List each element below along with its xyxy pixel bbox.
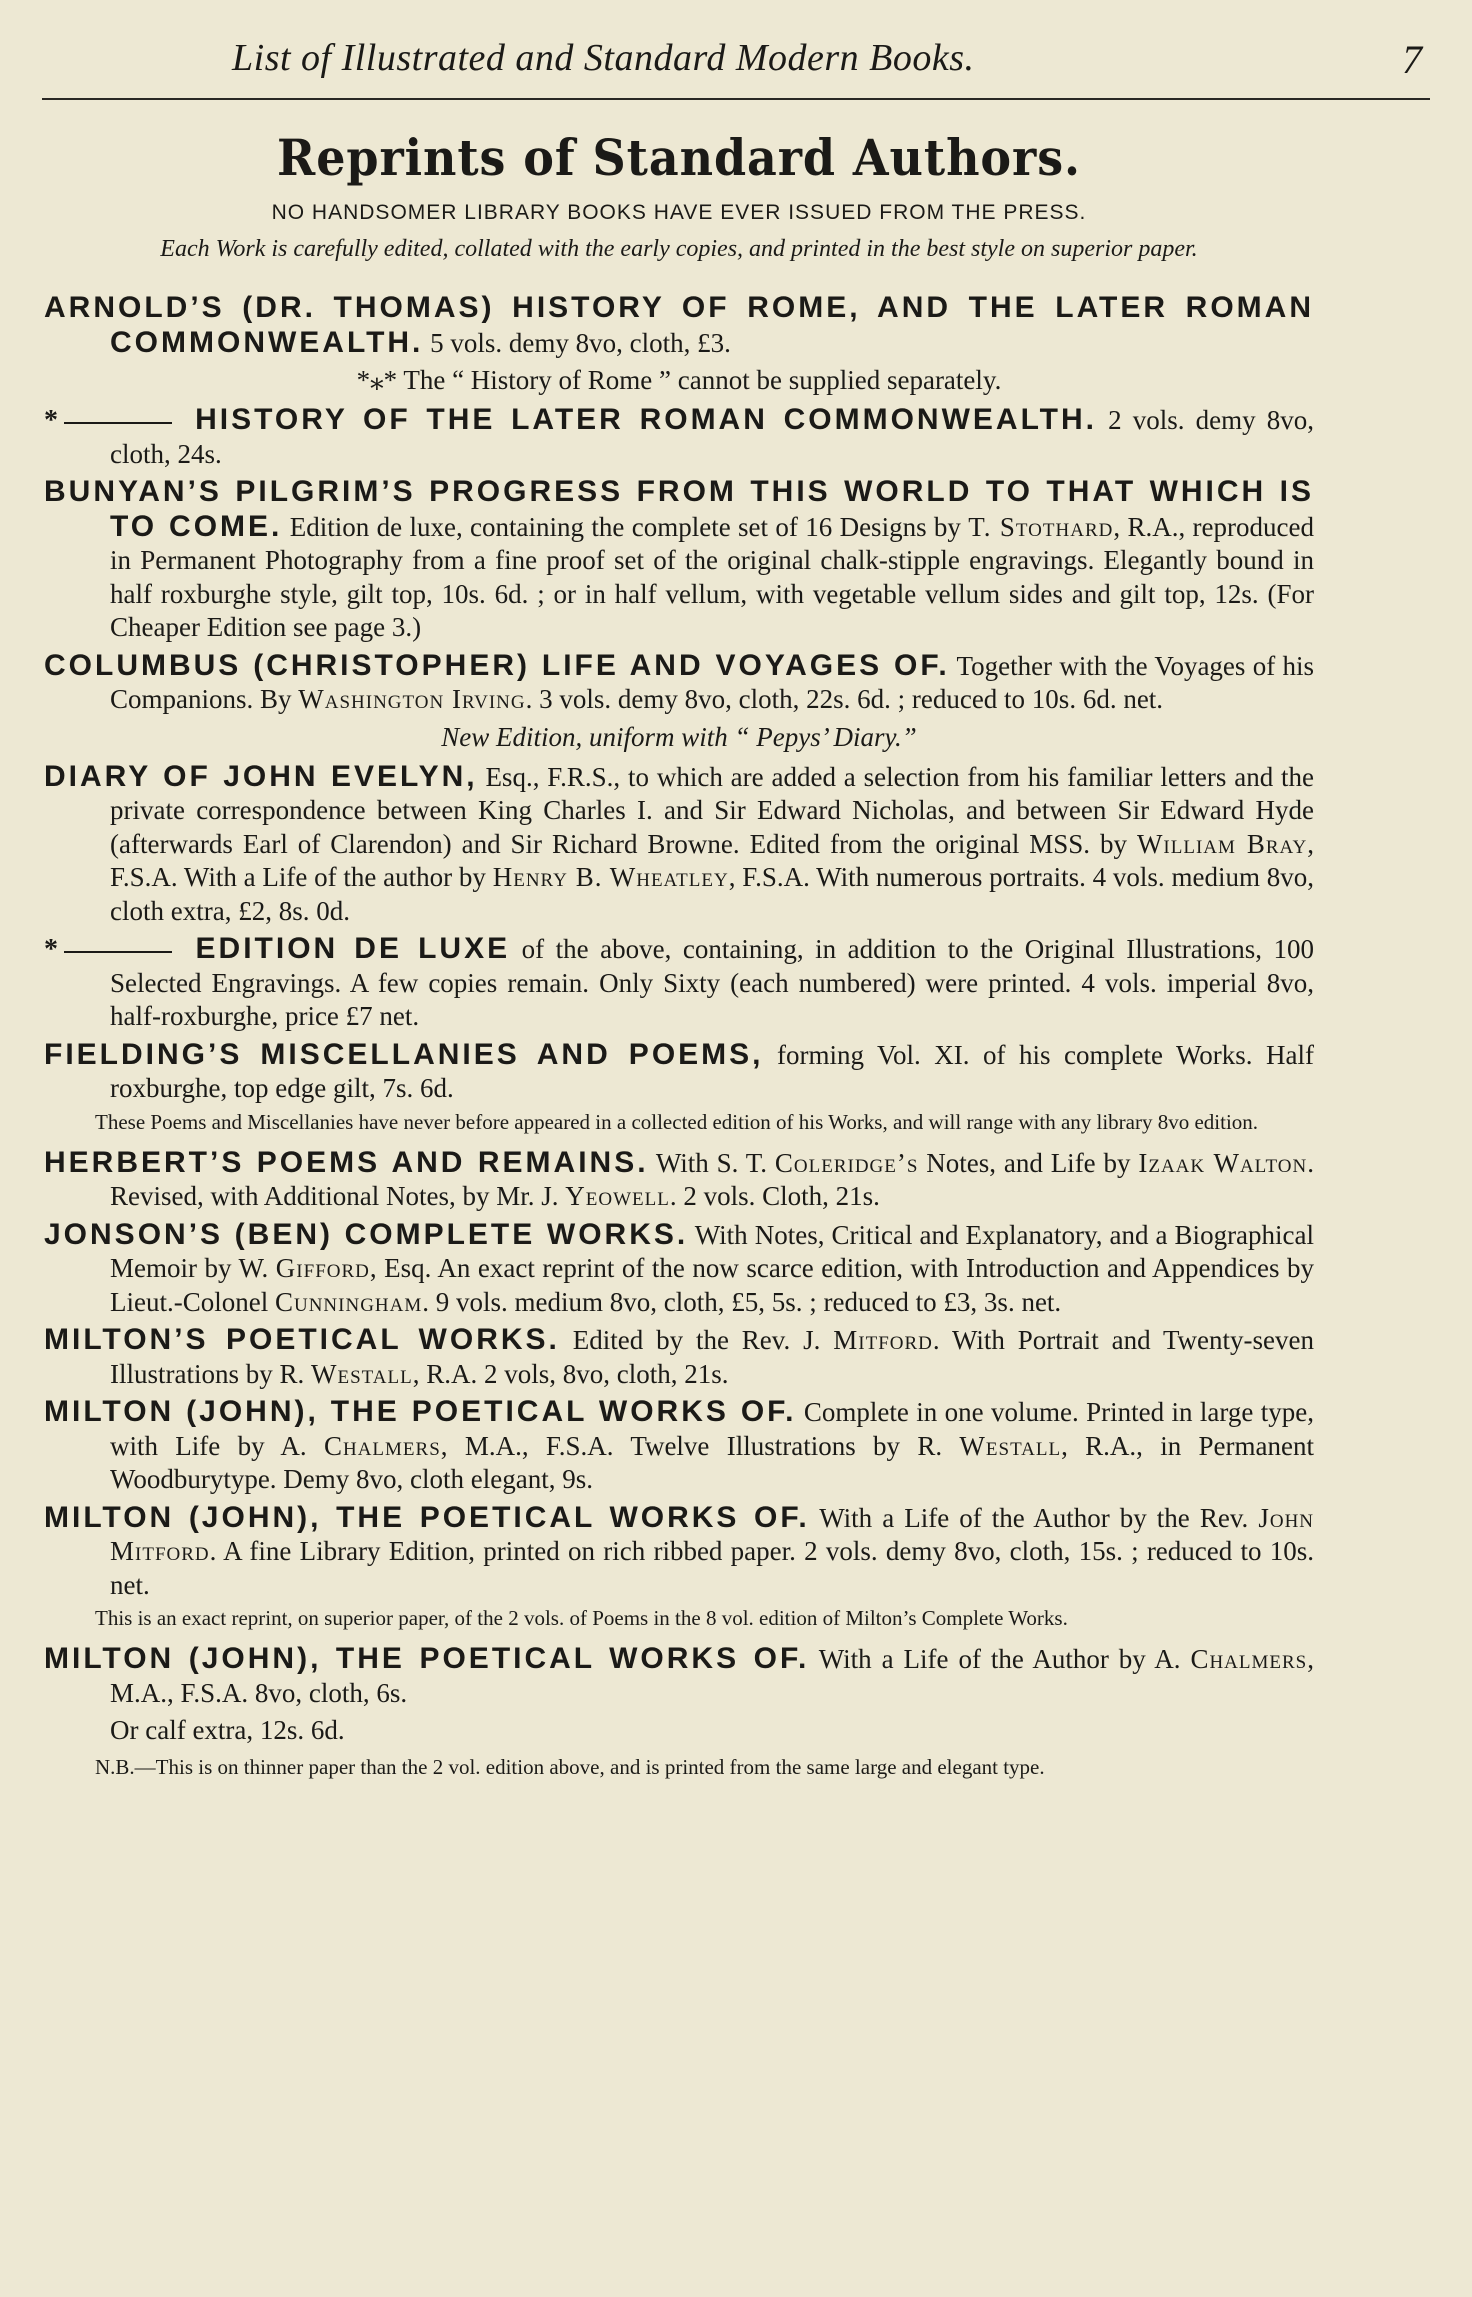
entry-heading: MILTON (JOHN), THE POETICAL WORKS OF.	[44, 1500, 810, 1534]
author-name: Westall	[959, 1430, 1062, 1461]
entry-heading: COLUMBUS (CHRISTOPHER) LIFE AND VOYAGES OF.	[44, 648, 950, 682]
author-name: John Mitford	[110, 1502, 1315, 1566]
entry-subheading: Esq., F.R.S.,	[485, 761, 621, 792]
author-name: Chalmers	[323, 1430, 441, 1461]
running-title: List of Illustrated and Standard Modern Books.	[232, 37, 975, 79]
entry-body: With a Life of the Author by the Rev.	[819, 1502, 1249, 1533]
entry-heading: HERBERT’S POEMS AND REMAINS.	[44, 1145, 649, 1179]
author-name: William Bray	[1136, 828, 1308, 859]
author-name: Yeowell	[565, 1181, 670, 1211]
entry-milton-4	[44, 1642, 1314, 1710]
entry-body: of the above, containing, in addition to the Original Illustrations, 100 Selected Engravings. A few copies remain. Only Sixty (each numbered) were printed. 4 vols. imperial 8vo, half-roxburghe, price £7 net.	[110, 934, 1315, 1031]
entry-evelyn	[44, 760, 1314, 929]
entry-heading: MILTON (JOHN), THE POETICAL WORKS OF.	[44, 1642, 810, 1675]
page-header	[42, 28, 1430, 100]
edition-note: New Edition, uniform with “ Pepys’ Diary.”	[441, 721, 917, 752]
entry-body: to which are added a selection from his familiar letters and the private correspondence between King Charles I. and Sir Edward Nicholas, and between Sir Edward Hyde (afterwards Earl of Clarendon) and Sir Richard Browne. Edited from the original MSS. by	[110, 761, 1315, 859]
entry-body: , R.A., in Permanent Woodburytype. Demy 8vo, cloth elegant, 9s.	[110, 1430, 1315, 1494]
entry-body: With S. T.	[655, 1147, 768, 1178]
entry-body: . A fine Library Edition, printed on rich ribbed paper. 2 vols. demy 8vo, cloth, 15s. ; reduced to 10s. net.	[110, 1536, 1314, 1600]
entry-arnold	[44, 291, 1314, 360]
entry-body: . With Portrait and Twenty-seven Illustrations by R.	[110, 1325, 1315, 1389]
entry-note: *⁎* The “ History of Rome ” cannot be supplied separately.	[356, 365, 1002, 395]
page-content	[44, 128, 1314, 1791]
asterisk-mark: *	[44, 934, 58, 965]
entry-body: Together with the Voyages of his Companions. By	[110, 650, 1315, 714]
author-name: T. Stothard	[968, 511, 1114, 542]
entry-jonson	[44, 1218, 1314, 1320]
entry-heading: DIARY OF JOHN EVELYN,	[44, 759, 478, 793]
entry-herbert	[44, 1146, 1314, 1214]
entry-footnote: These Poems and Miscellanies have never before appeared in a collected edition of his Works, and will range with any library 8vo edition.	[95, 1109, 1259, 1134]
entry-milton-3	[44, 1501, 1314, 1603]
entry-footnote: This is an exact reprint, on superior paper, of the 2 vols. of Poems in the 8 vol. edition of Milton’s Complete Works.	[95, 1606, 1068, 1630]
entry-body: , Esq. An exact reprint of the now scarce edition, with Introduction and Appendices by Lieut.-Colonel	[110, 1253, 1314, 1317]
entry-heading: HISTORY OF THE LATER ROMAN COMMONWEALTH.	[195, 403, 1097, 436]
entry-milton-2	[44, 1395, 1314, 1497]
entry-body: , R.A., reproduced in Permanent Photography from a fine proof set of the original chalk-stipple engravings. Elegantly bound in half roxburghe style, gilt top, 10s. 6d. ; or in half vellum, with vegetable vellum sides and gilt top, 12s. (For Cheaper Edition see page 3.)	[110, 511, 1314, 642]
entry-body: With Notes, Critical and Explanatory, and a Biographical Memoir by W.	[110, 1219, 1315, 1283]
section-italic-note: Each Work is carefully edited, collated with the early copies, and printed in the best style on superior paper.	[160, 236, 1198, 262]
entry-footnote: N.B.—This is on thinner paper than the 2 vol. edition above, and is printed from the same large and elegant type.	[95, 1755, 1045, 1779]
entry-later-roman	[44, 403, 1314, 471]
entry-body: , R.A. 2 vols, 8vo, cloth, 21s.	[412, 1358, 729, 1389]
author-name: Cunningham	[274, 1286, 423, 1317]
author-name: Chalmers	[1190, 1644, 1308, 1674]
entry-body: , M.A., F.S.A. Twelve Illustrations by R.	[440, 1430, 943, 1461]
entry-body: forming Vol. XI. of his complete Works. Half roxburghe, top edge gilt, 7s. 6d.	[110, 1039, 1314, 1103]
asterisk-mark: *	[44, 405, 58, 436]
entry-heading: BUNYAN’S PILGRIM’S PROGRESS FROM THIS WORLD TO THAT WHICH IS TO COME.	[44, 475, 1314, 543]
author-name: Gifford	[275, 1253, 370, 1283]
entry-body: , F.S.A. With numerous portraits. 4 vols. medium 8vo, cloth extra, £2, 8s. 0d.	[110, 862, 1314, 926]
section-heading: Reprints of Standard Authors.	[277, 128, 1081, 187]
ditto-dash	[64, 422, 172, 424]
entry-body: . Revised, with Additional Notes, by Mr. J.	[110, 1147, 1314, 1211]
entry-bunyan	[44, 475, 1314, 645]
entry-body: With a Life of the Author by A.	[818, 1644, 1181, 1674]
entry-body: , F.S.A. With a Life of the author by	[110, 828, 1314, 892]
ditto-dash	[64, 951, 172, 953]
author-name: Mitford	[833, 1325, 933, 1355]
entry-heading: JONSON’S (BEN) COMPLETE WORKS.	[44, 1217, 689, 1251]
entry-heading: FIELDING’S MISCELLANIES AND POEMS,	[44, 1037, 764, 1071]
entry-body: 5 vols. demy 8vo, cloth, £3.	[430, 327, 731, 358]
entry-heading: EDITION DE LUXE	[195, 932, 511, 965]
entry-body: Edition de luxe, containing the complete set of 16 Designs by	[289, 511, 961, 542]
entry-columbus	[44, 649, 1314, 717]
entry-body: 2 vols. demy 8vo, cloth, 24s.	[110, 405, 1315, 469]
entry-deluxe	[44, 932, 1314, 1034]
entry-body: Edited by the Rev. J.	[572, 1325, 821, 1355]
entry-body: , M.A., F.S.A. 8vo, cloth, 6s.	[110, 1644, 1314, 1708]
author-name: Westall	[311, 1358, 413, 1389]
section-subheading: NO HANDSOMER LIBRARY BOOKS HAVE EVER ISSUED FROM THE PRESS.	[271, 201, 1087, 224]
entry-heading: MILTON’S POETICAL WORKS.	[44, 1323, 560, 1356]
page-number: 7	[1402, 37, 1422, 82]
entry-fielding	[44, 1038, 1314, 1106]
entry-body: Complete in one volume. Printed in large type, with Life by A.	[110, 1397, 1314, 1461]
author-name: Henry B. Wheatley	[492, 862, 729, 892]
entry-body: . 3 vols. demy 8vo, cloth, 22s. 6d. ; reduced to 10s. 6d. net.	[525, 684, 1164, 714]
entry-heading: ARNOLD’S (DR. THOMAS) HISTORY OF ROME, AND THE LATER ROMAN COMMONWEALTH.	[44, 291, 1314, 359]
entry-body: . 2 vols. Cloth, 21s.	[669, 1181, 880, 1211]
entry-body: . 9 vols. medium 8vo, cloth, £5, 5s. ; reduced to £3, 3s. net.	[422, 1286, 1062, 1317]
entry-body: Notes, and Life by	[926, 1147, 1131, 1178]
author-name: Washington Irving	[298, 684, 526, 714]
author-name: Izaak Walton	[1138, 1147, 1308, 1178]
entry-heading: MILTON (JOHN), THE POETICAL WORKS OF.	[44, 1395, 797, 1428]
author-name: Coleridge’s	[774, 1147, 919, 1178]
entry-alt-price: Or calf extra, 12s. 6d.	[110, 1715, 345, 1745]
entry-milton-1	[44, 1323, 1314, 1391]
